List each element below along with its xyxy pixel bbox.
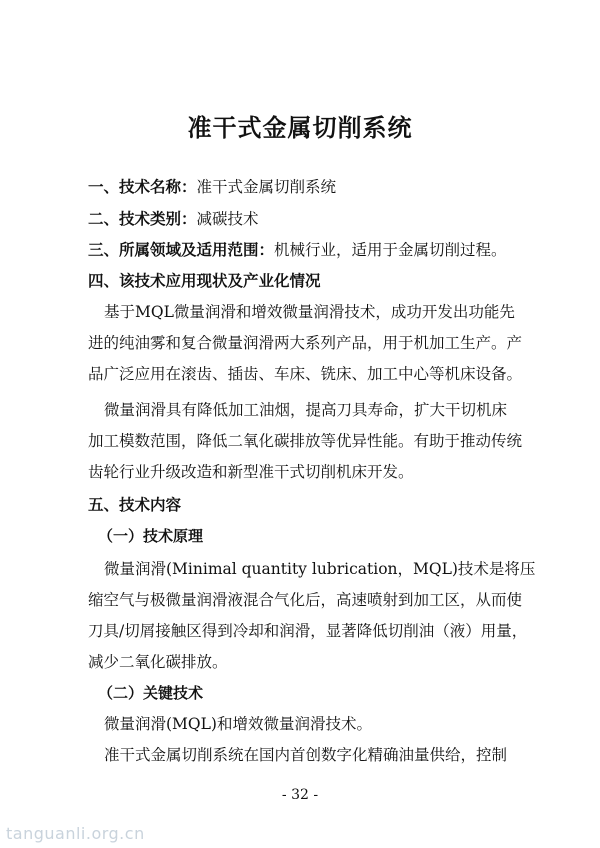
paragraph-line: 加工模数范围，降低二氧化碳排放等优异性能。有助于推动传统 [88, 432, 523, 450]
section-3 [88, 240, 508, 260]
paragraph-line: 微量润滑(Minimal quantity lubrication，MQL)技术是将压 [104, 560, 536, 578]
paragraph-line: 减少二氧化碳排放。 [88, 653, 228, 671]
paragraph-line: 微量润滑具有降低加工油烟，提高刀具寿命，扩大干切机床 [104, 401, 508, 419]
subsection-1-heading: （一）技术原理 [98, 527, 204, 545]
paragraph-line: 微量润滑(MQL)和增效微量润滑技术。 [104, 715, 372, 733]
section-2-value: 减碳技术 [196, 210, 259, 228]
section-1 [88, 177, 508, 197]
paragraph-line: 品广泛应用在滚齿、插齿、车床、铣床、加工中心等机床设备。 [88, 365, 523, 383]
section-1-heading: 一、技术名称： [88, 178, 197, 196]
section-4-heading: 四、该技术应用现状及产业化情况 [88, 272, 321, 290]
section-4 [88, 271, 508, 291]
subsection-2-heading: （二）关键技术 [98, 684, 204, 702]
paragraph-line: 进的纯油雾和复合微量润滑两大系列产品，用于机加工生产。产 [88, 334, 523, 352]
section-5-heading: 五、技术内容 [88, 496, 182, 514]
section-2 [88, 209, 508, 229]
section-3-value: 机械行业，适用于金属切削过程。 [274, 241, 507, 259]
paragraph-line: 齿轮行业升级改造和新型准干式切削机床开发。 [88, 463, 414, 481]
watermark-text: tanguanli.org.cn [6, 824, 145, 843]
section-1-value: 准干式金属切削系统 [196, 178, 337, 196]
section-3-heading: 三、所属领域及适用范围： [88, 241, 275, 259]
section-2-heading: 二、技术类别： [88, 210, 197, 228]
paragraph-line: 刀具/切屑接触区得到冷却和润滑，显著降低切削油（液）用量， [88, 622, 528, 640]
paragraph-line: 基于MQL微量润滑和增效微量润滑技术，成功开发出功能先 [104, 303, 515, 321]
paragraph-line: 准干式金属切削系统在国内首创数字化精确油量供给，控制 [104, 746, 508, 764]
document-title: 准干式金属切削系统 [187, 114, 413, 142]
page-number: - 32 - [281, 787, 319, 803]
paragraph-line: 缩空气与极微量润滑液混合气化后，高速喷射到加工区，从而使 [88, 591, 523, 609]
